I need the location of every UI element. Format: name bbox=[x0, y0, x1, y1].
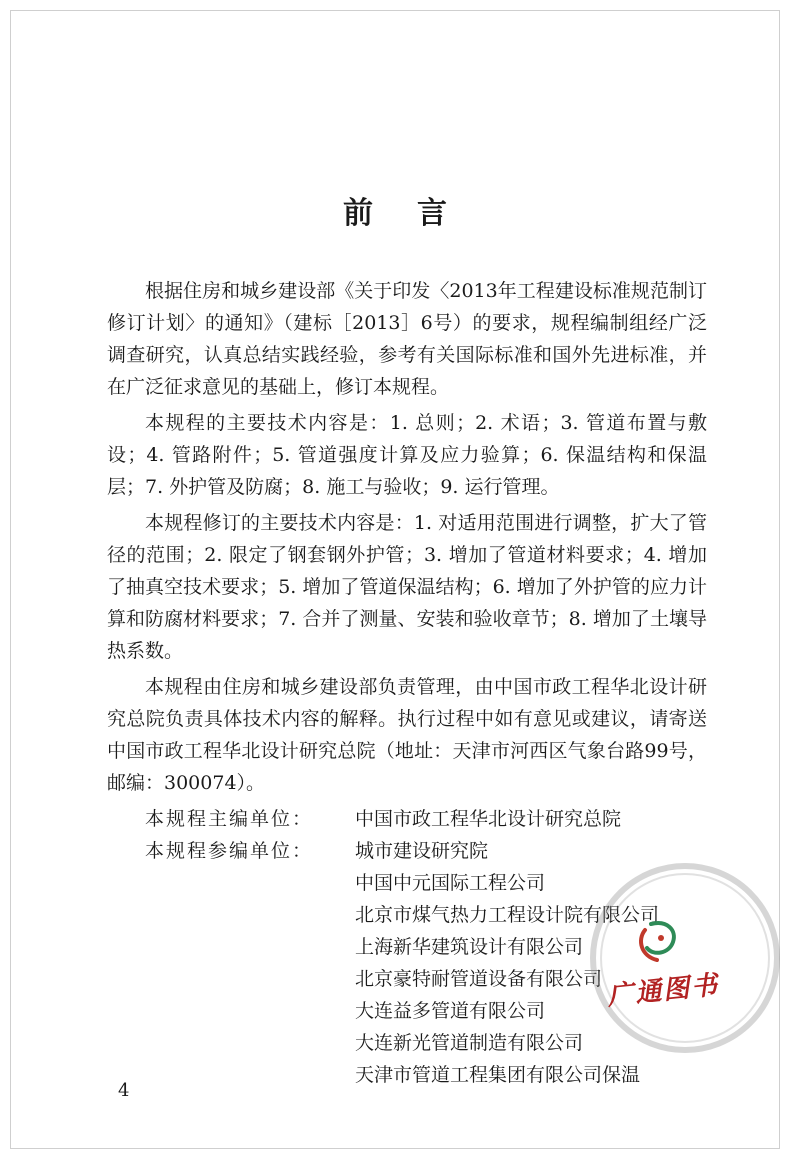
participant-name-1: 城市建设研究院 bbox=[355, 840, 489, 862]
participant-name-8: 天津市管道工程集团有限公司保温 bbox=[355, 1064, 641, 1086]
paragraph-1: 根据住房和城乡建设部《关于印发〈2013年工程建设标准规范制订修订计划〉的通知》（建标［2013］6号）的要求，规程编制组经广泛调查研究，认真总结实践经验，参考有关国际标准和国外先进标准，并在广泛征求意见的基础上，修订本规程。 bbox=[107, 280, 707, 398]
paragraph-4: 本规程由住房和城乡建设部负责管理，由中国市政工程华北设计研究总院负责具体技术内容的解释。执行过程中如有意见或建议，请寄送中国市政工程华北设计研究总院（地址：天津市河西区气象台路99号，邮编：300074）。 bbox=[107, 676, 707, 794]
participant-name-4: 上海新华建筑设计有限公司 bbox=[355, 936, 584, 958]
stamp-ring bbox=[585, 858, 785, 1058]
participant-name-7: 大连新光管道制造有限公司 bbox=[355, 1032, 584, 1054]
chief-editor-row bbox=[107, 803, 707, 835]
paragraph-3: 本规程修订的主要技术内容是：1. 对适用范围进行调整，扩大了管径的范围；2. 限定了钢套钢外护管；3. 增加了管道材料要求；4. 增加了抽真空技术要求；5. 增加了管道保温结构；6. 增加了外护管的应力计算和防腐材料要求；7. 合并了测量、安装和验收章节；8. 增加了土壤导热系数。 bbox=[107, 512, 707, 662]
watermark-text: 广通图书 bbox=[606, 970, 721, 1012]
page-title: 前言 bbox=[343, 196, 491, 231]
participant-label: 本规程参编单位： bbox=[145, 840, 314, 862]
participant-name-3: 北京市煤气热力工程设计院有限公司 bbox=[355, 904, 660, 926]
paragraph-2: 本规程的主要技术内容是：1. 总则；2. 术语；3. 管道布置与敷设；4. 管路附件；5. 管道强度计算及应力验算；6. 保温结构和保温层；7. 外护管及防腐；8. 施工与验收；9. 运行管理。 bbox=[107, 412, 707, 498]
participant-name-6: 大连益多管道有限公司 bbox=[355, 1000, 546, 1022]
logo-swirl-icon bbox=[641, 923, 674, 960]
participant-name-2: 中国中元国际工程公司 bbox=[355, 872, 546, 894]
page-number: 4 bbox=[118, 1080, 130, 1101]
watermark-stamp bbox=[585, 858, 785, 1058]
chief-editor-label: 本规程主编单位： bbox=[145, 808, 314, 830]
participant-name-5: 北京豪特耐管道设备有限公司 bbox=[355, 968, 603, 990]
chief-editor-name: 中国市政工程华北设计研究总院 bbox=[355, 808, 622, 830]
